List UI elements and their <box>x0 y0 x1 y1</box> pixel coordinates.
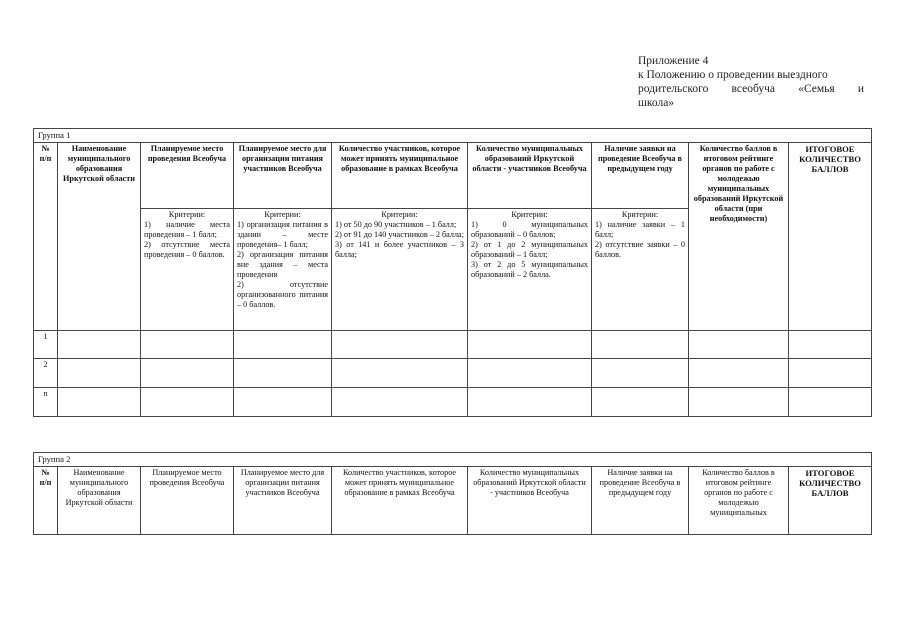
header-meal: Планируемое место для организации питания участников Всеобуча <box>234 143 332 209</box>
criteria-line: 1) организация питания в здании – месте проведения– 1 балл; <box>237 220 328 249</box>
criteria-title: Критерии: <box>264 210 301 219</box>
row-number: n <box>34 388 58 417</box>
header-name: Наименование муниципального образования Иркутской области <box>58 143 141 331</box>
header-participants: Количество участников, которое может принять муниципальное образование в рамках Всеобуча <box>332 467 468 535</box>
table-row <box>34 359 872 388</box>
header-num: № п/п <box>34 143 58 331</box>
group-1-table <box>33 128 872 417</box>
criteria-venue <box>141 209 234 331</box>
criteria-line: 2) отсутствие организованного питания – 0 баллов. <box>237 280 328 309</box>
criteria-line: 2) отсутствие заявки – 0 баллов. <box>595 240 685 259</box>
header-rating: Количество баллов в итоговом рейтинге органов по работе с молодежью муниципальных <box>689 467 789 535</box>
criteria-title: Критерии: <box>511 210 548 219</box>
header-total: ИТОГОВОЕ КОЛИЧЕСТВО БАЛЛОВ <box>789 143 872 331</box>
criteria-application <box>592 209 689 331</box>
criteria-line: 3) от 2 до 5 муниципальных образований – 2 балла. <box>471 260 588 279</box>
group-1-title: Группа 1 <box>34 129 872 143</box>
criteria-municipalities <box>468 209 592 331</box>
appendix-line-3: родительского всеобуча «Семья и <box>638 83 864 95</box>
criteria-participants <box>332 209 468 331</box>
header-municipalities: Количество муниципальных образований Иркутской области - участников Всеобуча <box>468 467 592 535</box>
row-number: 1 <box>34 331 58 359</box>
table-row <box>34 388 872 417</box>
criteria-line: 1) от 50 до 90 участников – 1 балл; <box>335 220 457 229</box>
criteria-line: 2) отсутствие места проведения – 0 баллов. <box>144 240 230 259</box>
header-venue: Планируемое место проведения Всеобуча <box>141 143 234 209</box>
appendix-line-2: к Положению о проведении выездного <box>638 69 828 81</box>
criteria-line: 2) от 1 до 2 муниципальных образований – 1 балл; <box>471 240 588 259</box>
header-meal: Планируемое место для организации питания участников Всеобуча <box>234 467 332 535</box>
appendix-line-1: Приложение 4 <box>638 55 709 67</box>
header-application: Наличие заявки на проведение Всеобуча в предыдущем году <box>592 467 689 535</box>
criteria-line: 1) 0 муниципальных образований – 0 баллов; <box>471 220 588 239</box>
criteria-line: 2) организация питания вне здания – места проведения <box>237 250 328 279</box>
header-municipalities: Количество муниципальных образований Иркутской области - участников Всеобуча <box>468 143 592 209</box>
group-2-table <box>33 452 872 535</box>
header-venue: Планируемое место проведения Всеобуча <box>141 467 234 535</box>
criteria-line: 3) от 141 и более участников – 3 балла; <box>335 240 464 259</box>
criteria-line: 1) наличие заявки – 1 балл; <box>595 220 685 239</box>
criteria-title: Критерии: <box>621 210 659 219</box>
header-num: № п/п <box>34 467 58 535</box>
header-total: ИТОГОВОЕ КОЛИЧЕСТВО БАЛЛОВ <box>789 467 872 535</box>
header-participants: Количество участников, которое может принять муниципальное образование в рамках Всеобуча <box>332 143 468 209</box>
criteria-title: Критерии: <box>168 210 206 219</box>
group-2-title: Группа 2 <box>34 453 872 467</box>
criteria-line: 2) от 91 до 140 участников – 2 балла; <box>335 230 464 239</box>
criteria-title: Критерии: <box>381 210 418 219</box>
criteria-meal <box>234 209 332 331</box>
header-name: Наименование муниципального образования Иркутской области <box>58 467 141 535</box>
header-application: Наличие заявки на проведение Всеобуча в предыдущем году <box>592 143 689 209</box>
appendix-note <box>638 54 864 110</box>
criteria-line: 1) наличие места проведения – 1 балл; <box>144 220 230 239</box>
header-rating: Количество баллов в итоговом рейтинге органов по работе с молодежью муниципальных образований Иркутской области (при необходимости) <box>689 143 789 331</box>
table-row <box>34 331 872 359</box>
appendix-line-4: школа» <box>638 97 675 109</box>
row-number: 2 <box>34 359 58 388</box>
